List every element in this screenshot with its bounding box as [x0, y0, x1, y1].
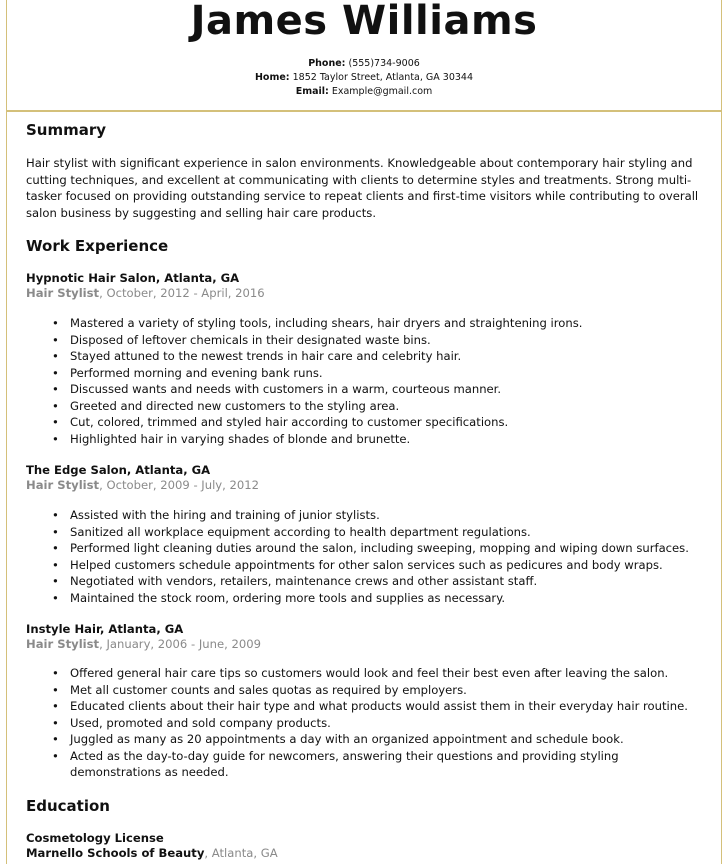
- job-role-dates: [26, 286, 265, 300]
- job-duties-list: [50, 665, 700, 781]
- education-degree: Cosmetology License: [26, 831, 164, 845]
- list-item: • Met all customer counts and sales quotas as required by employers.: [50, 682, 700, 699]
- list-item: • Maintained the stock room, ordering more tools and supplies as necessary.: [50, 590, 700, 607]
- work-experience-heading: Work Experience: [26, 237, 169, 255]
- list-item: • Juggled as many as 20 appointments a day with an organized appointment and schedule book.: [50, 731, 700, 748]
- list-item: • Stayed attuned to the newest trends in hair care and celebrity hair.: [50, 348, 700, 365]
- school-location: , Atlanta, GA: [204, 846, 278, 860]
- contact-email: [0, 85, 728, 99]
- job-duties-list: [50, 315, 700, 447]
- list-item: • Negotiated with vendors, retailers, maintenance crews and other assistant staff.: [50, 573, 700, 590]
- job-dates: , January, 2006 - June, 2009: [99, 637, 261, 651]
- job-role: Hair Stylist: [26, 637, 100, 651]
- list-item: • Disposed of leftover chemicals in their designated waste bins.: [50, 332, 700, 349]
- email-value: Example@gmail.com: [331, 86, 433, 97]
- job-employer: Hypnotic Hair Salon, Atlanta, GA: [26, 271, 240, 285]
- summary-text: Hair stylist with significant experience in salon environments. Knowledgeable about contemporary hair styling and cutting techniques, and excellent at communicating with clients to determine styles and treatments. Strong multi-tasker focused on providing outstanding service to repeat clients and first-time visitors while contributing to overall salon business by suggesting and selling hair care products.: [26, 156, 699, 220]
- list-item: • Sanitized all workplace equipment according to health department regulations.: [50, 524, 700, 541]
- job-duties-list: [50, 507, 700, 606]
- job-role: Hair Stylist: [26, 286, 100, 300]
- summary-heading: Summary: [26, 121, 107, 139]
- candidate-name: James Williams: [190, 0, 538, 44]
- home-label: Home:: [254, 72, 290, 83]
- job-employer: Instyle Hair, Atlanta, GA: [26, 622, 184, 636]
- job-dates: , October, 2009 - July, 2012: [99, 478, 260, 492]
- list-item: • Used, promoted and sold company products.: [50, 715, 700, 732]
- list-item: • Educated clients about their hair type and what products would assist them in their everyday hair routine.: [50, 698, 700, 715]
- list-item: • Greeted and directed new customers to the styling area.: [50, 398, 700, 415]
- email-label: Email:: [295, 86, 329, 97]
- list-item: • Assisted with the hiring and training of junior stylists.: [50, 507, 700, 524]
- school-name: Marnello Schools of Beauty: [26, 846, 205, 860]
- contact-home: [0, 71, 728, 85]
- phone-value: (555)734-9006: [348, 58, 420, 69]
- job-employer: The Edge Salon, Atlanta, GA: [26, 463, 211, 477]
- list-item: • Discussed wants and needs with customers in a warm, courteous manner.: [50, 381, 700, 398]
- education-heading: Education: [26, 797, 110, 815]
- contact-phone: [0, 57, 728, 71]
- list-item: • Helped customers schedule appointments for other salon services such as pedicures and body wraps.: [50, 557, 700, 574]
- list-item: • Cut, colored, trimmed and styled hair according to customer specifications.: [50, 414, 700, 431]
- home-value: 1852 Taylor Street, Atlanta, GA 30344: [292, 72, 474, 83]
- list-item: • Highlighted hair in varying shades of blonde and brunette.: [50, 431, 700, 448]
- job-role-dates: [26, 637, 261, 651]
- education-school: [26, 846, 278, 860]
- header-divider: [6, 110, 722, 112]
- phone-label: Phone:: [308, 58, 346, 69]
- list-item: • Mastered a variety of styling tools, including shears, hair dryers and straightening irons.: [50, 315, 700, 332]
- job-role-dates: [26, 478, 259, 492]
- list-item: • Acted as the day-to-day guide for newcomers, answering their questions and providing styling demonstrations as needed.: [50, 748, 700, 781]
- job-role: Hair Stylist: [26, 478, 100, 492]
- list-item: • Performed morning and evening bank runs.: [50, 365, 700, 382]
- list-item: • Performed light cleaning duties around the salon, including sweeping, mopping and wiping down surfaces.: [50, 540, 700, 557]
- list-item: • Offered general hair care tips so customers would look and feel their best even after leaving the salon.: [50, 665, 700, 682]
- job-dates: , October, 2012 - April, 2016: [99, 286, 265, 300]
